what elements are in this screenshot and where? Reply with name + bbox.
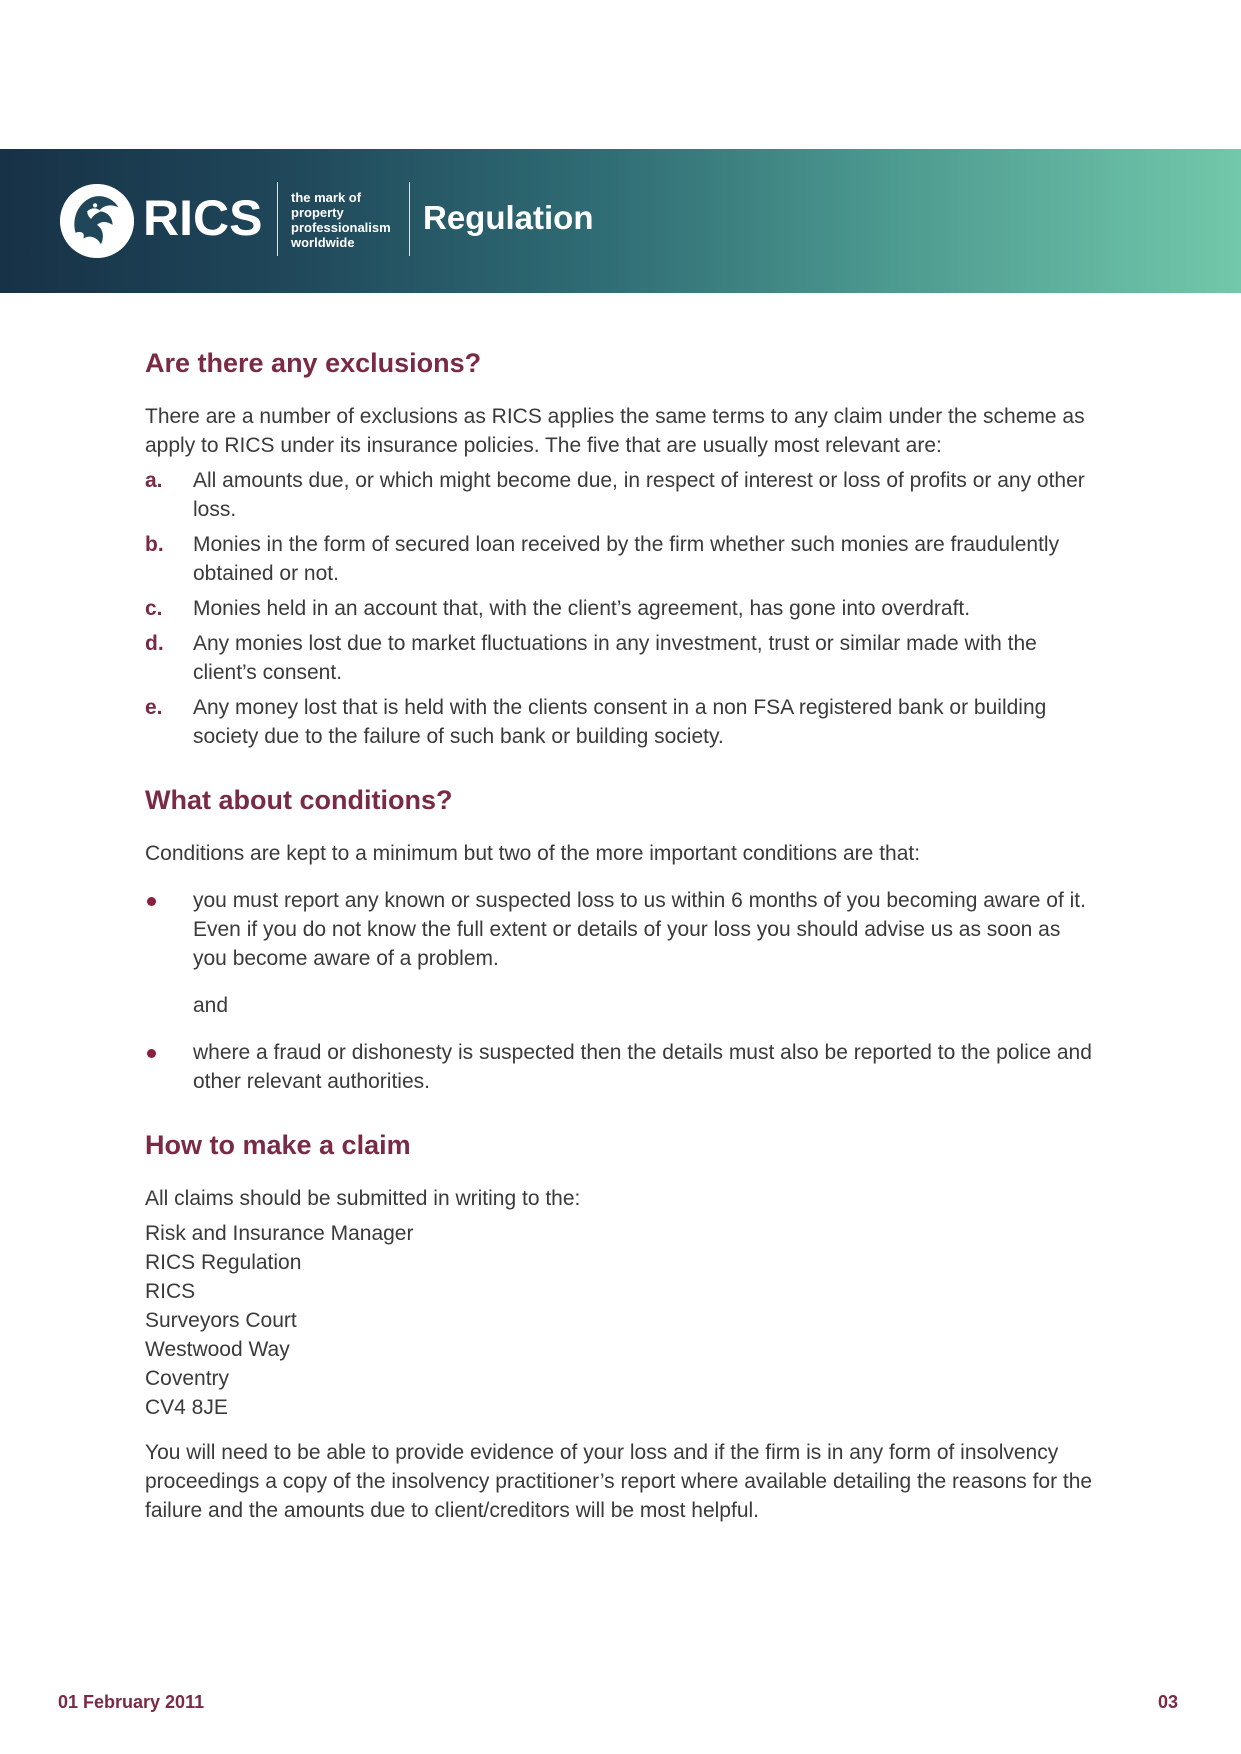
- title-divider: [409, 182, 410, 256]
- bullet-icon: [147, 1049, 156, 1058]
- address-line: Risk and Insurance Manager: [145, 1222, 414, 1245]
- footer-page-number: 03: [1158, 1692, 1179, 1712]
- exclusions-intro: There are a number of exclusions as RICS applies the same terms to any claim under the scheme as apply to RICS under its insurance policies. The five that are usually most relevant are:: [145, 405, 1085, 457]
- tagline-line: worldwide: [291, 235, 355, 250]
- rics-lion-logo-icon: [58, 182, 136, 260]
- address-line: RICS Regulation: [145, 1251, 302, 1274]
- conditions-heading: What about conditions?: [145, 785, 453, 815]
- tagline: [291, 190, 391, 250]
- exclusions-list: [145, 466, 1095, 751]
- list-item: [145, 1038, 1095, 1096]
- claim-heading: How to make a claim: [145, 1130, 411, 1160]
- list-item-connector: [145, 991, 1095, 1020]
- list-marker: b.: [145, 533, 164, 556]
- logo-divider: [277, 182, 278, 256]
- list-item-text: Any monies lost due to market fluctuations in any investment, trust or similar made with the client’s consent.: [193, 632, 1037, 684]
- list-item-text: Any money lost that is held with the clients consent in a non FSA registered bank or building society due to the failure of such bank or building society.: [193, 696, 1047, 748]
- list-item: [145, 530, 1095, 588]
- list-item-text: Monies in the form of secured loan received by the firm whether such monies are fraudulently obtained or not.: [193, 533, 1060, 585]
- list-item: [145, 886, 1095, 973]
- tagline-line: property: [291, 205, 344, 220]
- address-line: RICS: [145, 1280, 196, 1303]
- claim-address: [145, 1219, 1095, 1422]
- conditions-list: [145, 886, 1095, 1096]
- list-marker: d.: [145, 632, 164, 655]
- list-item-text: you must report any known or suspected loss to us within 6 months of you becoming aware of it. Even if you do not know the full extent or details of your loss you should advise us as soon as you become aware of a problem.: [193, 889, 1086, 970]
- list-item-text: where a fraud or dishonesty is suspected then the details must also be reported to the police and other relevant authorities.: [193, 1041, 1092, 1093]
- rics-logo-text: RICS: [143, 190, 263, 246]
- banner-title: Regulation: [423, 199, 594, 236]
- address-line: CV4 8JE: [145, 1396, 228, 1419]
- tagline-line: professionalism: [291, 220, 391, 235]
- document-body: [145, 346, 1095, 1525]
- address-line: Westwood Way: [145, 1338, 290, 1361]
- list-marker: e.: [145, 696, 163, 719]
- claim-closing: You will need to be able to provide evidence of your loss and if the firm is in any form of insolvency proceedings a copy of the insolvency practitioner’s report where available detailing the reasons for the failure and the amounts due to client/creditors will be most helpful.: [145, 1441, 1093, 1522]
- tagline-line: the mark of: [291, 190, 362, 205]
- list-item-text: All amounts due, or which might become due, in respect of interest or loss of profits or any other loss.: [193, 469, 1085, 521]
- list-item: [145, 693, 1095, 751]
- bullet-icon: [147, 897, 156, 906]
- conditions-intro: Conditions are kept to a minimum but two of the more important conditions are that:: [145, 842, 921, 865]
- claim-intro: All claims should be submitted in writing to the:: [145, 1187, 581, 1210]
- list-marker: a.: [145, 469, 163, 492]
- address-line: Coventry: [145, 1367, 230, 1390]
- footer-date: 01 February 2011: [58, 1692, 205, 1712]
- connector-text: and: [193, 994, 229, 1017]
- list-item: [145, 629, 1095, 687]
- list-item: [145, 594, 1095, 623]
- list-item-text: Monies held in an account that, with the client’s agreement, has gone into overdraft.: [193, 597, 971, 620]
- list-marker: c.: [145, 597, 163, 620]
- address-line: Surveyors Court: [145, 1309, 297, 1332]
- list-item: [145, 466, 1095, 524]
- exclusions-heading: Are there any exclusions?: [145, 348, 482, 378]
